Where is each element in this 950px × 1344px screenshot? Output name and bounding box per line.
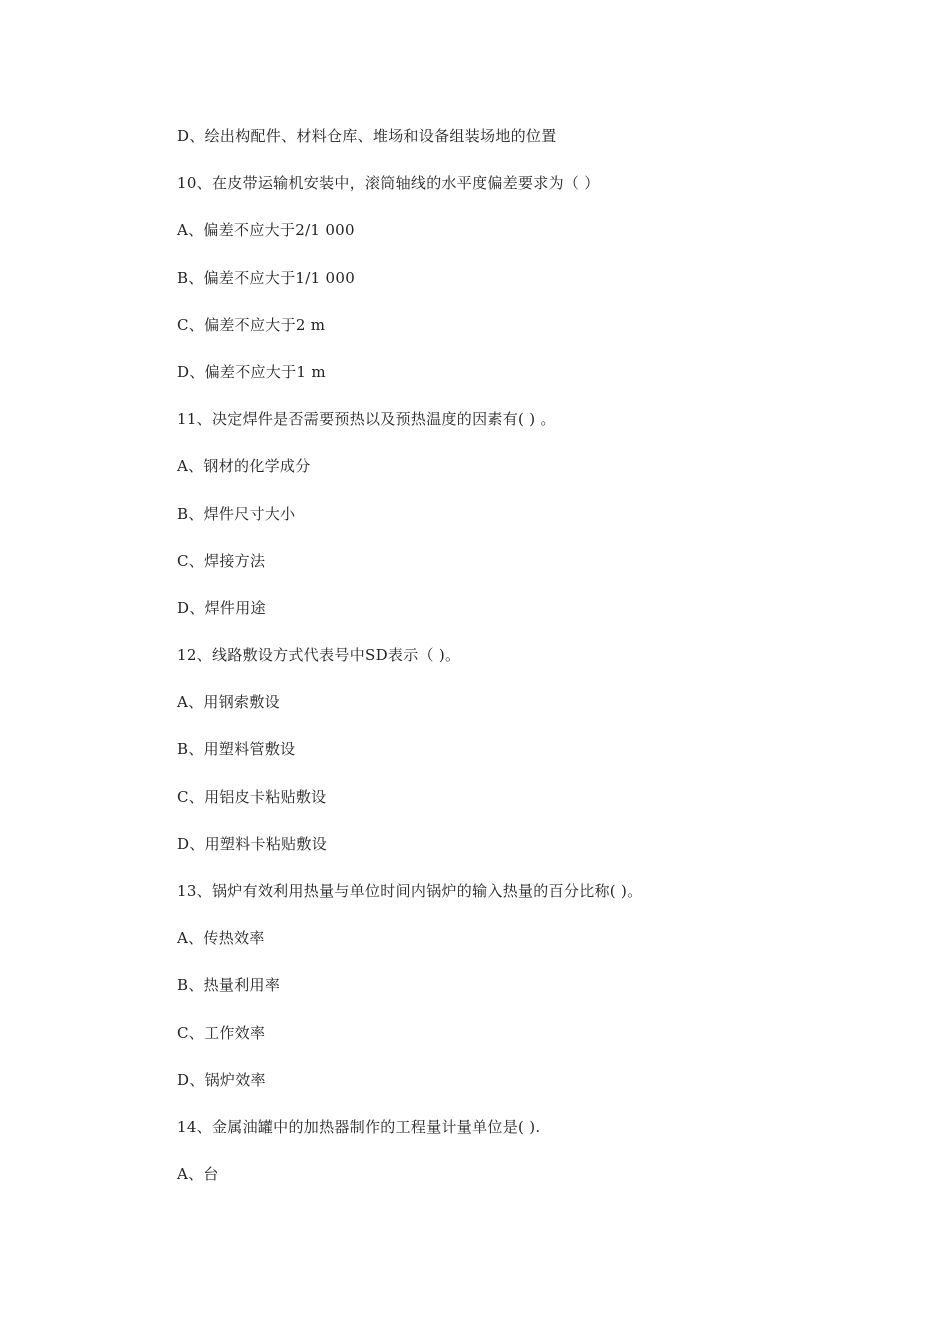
option-c-text: C、用铝皮卡粘贴敷设 bbox=[177, 787, 327, 806]
question-12-text: 12、线路敷设方式代表号中SD表示（ )。 bbox=[177, 646, 461, 665]
option-c-text: C、工作效率 bbox=[177, 1023, 266, 1042]
option-a-text: A、台 bbox=[177, 1165, 219, 1184]
option-b-text: B、焊件尺寸大小 bbox=[177, 504, 296, 523]
option-a-text: A、钢材的化学成分 bbox=[177, 457, 311, 476]
option-a-text: A、用钢索敷设 bbox=[177, 693, 280, 712]
question-11-text: 11、决定焊件是否需要预热以及预热温度的因素有( ) 。 bbox=[177, 410, 556, 429]
option-d-text: D、绘出构配件、材料仓库、堆场和设备组装场地的位置 bbox=[177, 127, 557, 145]
option-c-text: C、焊接方法 bbox=[177, 551, 266, 570]
question-list bbox=[177, 124, 897, 1209]
question-13-text: 13、锅炉有效利用热量与单位时间内锅炉的输入热量的百分比称( )。 bbox=[177, 882, 643, 900]
option-c-text: C、偏差不应大于2 m bbox=[177, 315, 326, 334]
option-d-text: D、焊件用途 bbox=[177, 598, 266, 617]
option-a-text: A、传热效率 bbox=[177, 929, 265, 948]
option-d-text: D、用塑料卡粘贴敷设 bbox=[177, 834, 328, 853]
question-14-text: 14、金属油罐中的加热器制作的工程量计量单位是( ). bbox=[177, 1117, 541, 1136]
question-10-text: 10、在皮带运输机安装中，滚筒轴线的水平度偏差要求为（ ） bbox=[177, 174, 600, 193]
option-b-text: B、热量利用率 bbox=[177, 976, 281, 995]
option-a-text: A、偏差不应大于2/1 000 bbox=[177, 221, 355, 240]
option-d-text: D、锅炉效率 bbox=[177, 1070, 266, 1089]
option-b-text: B、用塑料管敷设 bbox=[177, 740, 296, 759]
option-d-text: D、偏差不应大于1 m bbox=[177, 362, 326, 381]
option-b-text: B、偏差不应大于1/1 000 bbox=[177, 268, 356, 287]
